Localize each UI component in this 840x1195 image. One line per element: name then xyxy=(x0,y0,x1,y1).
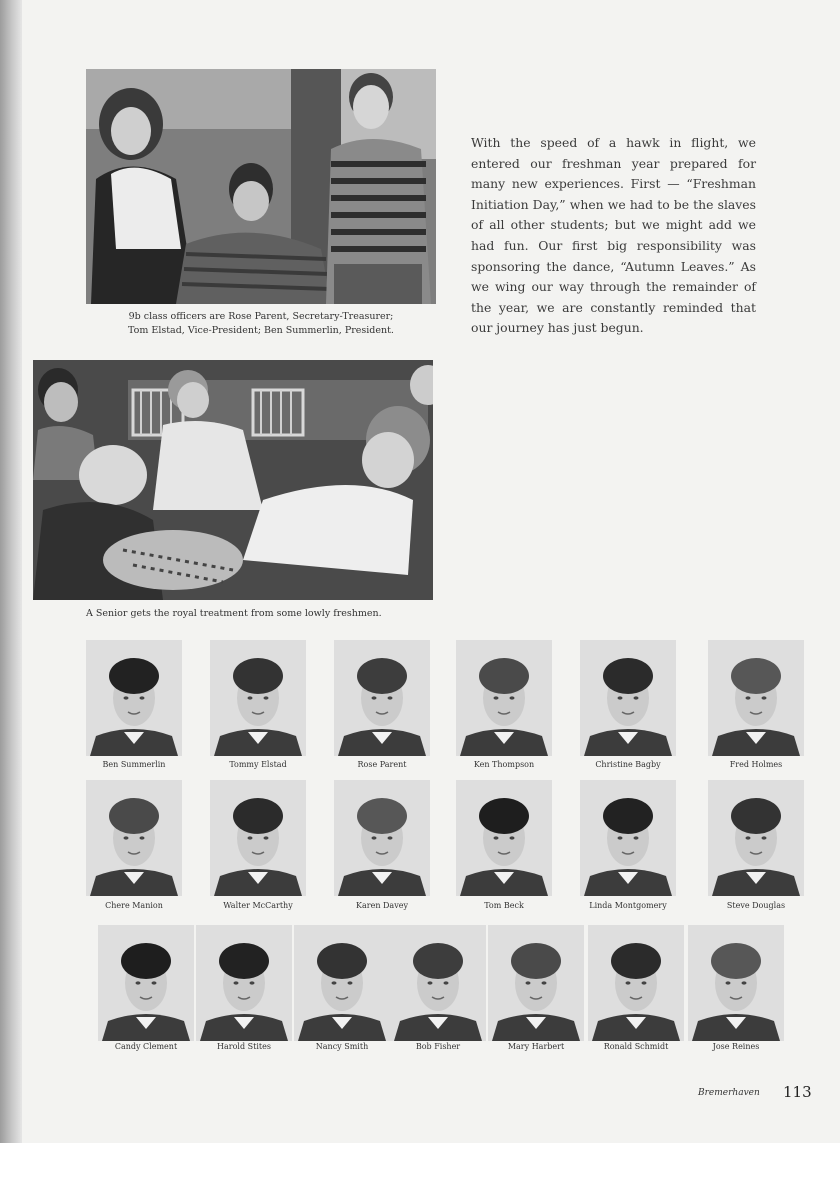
portrait-name: Tom Beck xyxy=(484,901,524,910)
portrait-photo xyxy=(294,925,390,1041)
portrait-photo xyxy=(488,925,584,1041)
portrait-name: Christine Bagby xyxy=(595,760,661,769)
portrait-name: Fred Holmes xyxy=(729,760,783,769)
portrait-name: Bob Fisher xyxy=(415,1042,461,1051)
class-officers-photo xyxy=(86,69,436,304)
portrait-name: Ben Summerlin xyxy=(102,760,166,769)
portrait-name: Candy Clement xyxy=(114,1042,178,1051)
portrait-name: Walter McCarthy xyxy=(223,901,293,910)
portrait-photo xyxy=(708,640,804,756)
portrait-name: Jose Reines xyxy=(712,1042,760,1051)
publication-name: Bremerhaven xyxy=(698,1088,760,1098)
portrait-photo xyxy=(86,780,182,896)
portrait-name: Steve Douglas xyxy=(726,901,786,910)
portrait-photo xyxy=(456,640,552,756)
page-binding-shadow xyxy=(0,0,22,1143)
page-number: 113 xyxy=(783,1083,812,1101)
portrait-name: Ken Thompson xyxy=(473,760,535,769)
portrait-name: Mary Harbert xyxy=(507,1042,565,1051)
portrait-photo xyxy=(98,925,194,1041)
portrait-name: Chere Manion xyxy=(105,901,163,910)
portrait-photo xyxy=(334,780,430,896)
portrait-name: Tommy Elstad xyxy=(229,760,287,769)
portrait-photo xyxy=(588,925,684,1041)
portrait-photo xyxy=(580,640,676,756)
portrait-name: Ronald Schmidt xyxy=(603,1042,669,1051)
portrait-name: Linda Montgomery xyxy=(589,901,667,910)
initiation-photo xyxy=(33,360,433,600)
portrait-photo xyxy=(708,780,804,896)
portrait-photo xyxy=(688,925,784,1041)
portrait-name: Nancy Smith xyxy=(315,1042,369,1051)
officers-caption xyxy=(86,310,436,338)
portrait-photo xyxy=(580,780,676,896)
officers-caption-line2: Tom Elstad, Vice-President; Ben Summerlin, President. xyxy=(128,325,394,336)
intro-paragraph: With the speed of a hawk in flight, we entered our freshman year prepared for many new experiences. First — “Freshman Initiation Day,” when we had to be the slaves of all other students; but we might add we had fun. Our first big responsibility was sponsoring the dance, “Autumn Leaves.” As we wing our way through the remainder of the year, we are constantly reminded that our journey has just begun. xyxy=(471,135,756,336)
portrait-photo xyxy=(196,925,292,1041)
portrait-photo xyxy=(210,780,306,896)
portrait-photo xyxy=(334,640,430,756)
portrait-photo xyxy=(210,640,306,756)
portrait-name: Harold Stites xyxy=(217,1042,271,1051)
initiation-caption: A Senior gets the royal treatment from some lowly freshmen. xyxy=(86,608,382,619)
portrait-name: Rose Parent xyxy=(357,760,407,769)
portrait-photo xyxy=(390,925,486,1041)
officers-caption-line1: 9b class officers are Rose Parent, Secretary-Treasurer; xyxy=(128,311,394,322)
portrait-photo xyxy=(456,780,552,896)
portrait-name: Karen Davey xyxy=(356,901,408,910)
portrait-photo xyxy=(86,640,182,756)
